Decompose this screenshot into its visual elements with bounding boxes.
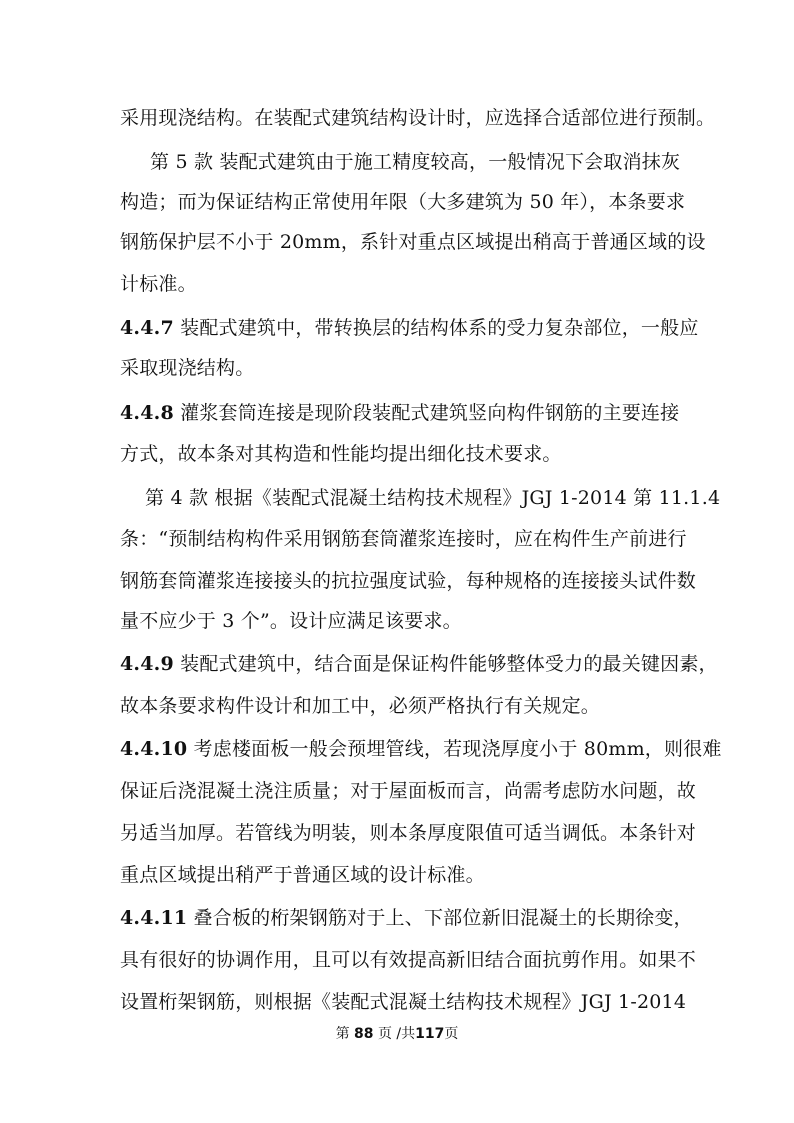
clause-number: 4.4.9	[120, 653, 174, 675]
clause-number: 4.4.10	[120, 738, 188, 760]
paragraph-line: 构造；而为保证结构正常使用年限（大多建筑为 50 年），本条要求	[120, 191, 686, 213]
paragraph-line: 第 5 款 装配式建筑由于施工精度较高，一般情况下会取消抹灰	[150, 151, 681, 173]
paragraph-line: 计标准。	[120, 273, 197, 295]
page-number: 88	[354, 1026, 374, 1042]
paragraph-line: 钢筋保护层不小于 20mm，系针对重点区域提出稍高于普通区域的设	[120, 231, 706, 253]
clause-line-4-4-9: 4.4.9 装配式建筑中，结合面是保证构件能够整体受力的最关键因素，	[120, 653, 718, 675]
paragraph-line: 采用现浇结构。在装配式建筑结构设计时，应选择合适部位进行预制。	[120, 107, 716, 129]
paragraph-line: 钢筋套筒灌浆连接接头的抗拉强度试验，每种规格的连接接头试件数	[120, 570, 697, 592]
paragraph-line: 故本条要求构件设计和加工中，必须严格执行有关规定。	[120, 695, 601, 717]
clause-line-4-4-7: 4.4.7 装配式建筑中，带转换层的结构体系的受力复杂部位，一般应	[120, 317, 699, 339]
clause-number: 4.4.11	[120, 907, 188, 929]
clause-line-4-4-11: 4.4.11 叠合板的桁架钢筋对于上、下部位新旧混凝土的长期徐变，	[120, 907, 693, 929]
paragraph-line: 具有很好的协调作用，且可以有效提高新旧结合面抗剪作用。如果不	[120, 949, 697, 971]
paragraph-line: 条：“预制结构构件采用钢筋套筒灌浆连接时，应在构件生产前进行	[120, 528, 687, 550]
footer-prefix: 第	[335, 1026, 350, 1042]
paragraph-line: 重点区域提出稍严于普通区域的设计标准。	[120, 864, 485, 886]
paragraph-line: 方式，故本条对其构造和性能均提出细化技术要求。	[120, 443, 562, 465]
paragraph-line: 采取现浇结构。	[120, 357, 255, 379]
paragraph-line: 量不应少于 3 个”。设计应满足该要求。	[120, 610, 462, 632]
footer-suffix: 页	[444, 1026, 459, 1042]
paragraph-line: 保证后浇混凝土浇注质量；对于屋面板而言，尚需考虑防水问题，故	[120, 780, 697, 802]
total-pages: 117	[415, 1026, 445, 1042]
clause-number: 4.4.8	[120, 402, 174, 424]
clause-line-4-4-8: 4.4.8 灌浆套筒连接是现阶段装配式建筑竖向构件钢筋的主要连接	[120, 402, 680, 424]
paragraph-line: 另适当加厚。若管线为明装，则本条厚度限值可适当调低。本条针对	[120, 822, 697, 844]
clause-number: 4.4.7	[120, 317, 174, 339]
paragraph-line: 设置桁架钢筋，则根据《装配式混凝土结构技术规程》JGJ 1-2014	[120, 991, 687, 1013]
clause-line-4-4-10: 4.4.10 考虑楼面板一般会预埋管线，若现浇厚度小于 80mm，则很难	[120, 738, 722, 760]
page-footer	[0, 1024, 794, 1044]
footer-middle: 页 /共	[377, 1026, 416, 1042]
paragraph-line: 第 4 款 根据《装配式混凝土结构技术规程》JGJ 1-2014 第 11.1.4	[145, 487, 721, 509]
